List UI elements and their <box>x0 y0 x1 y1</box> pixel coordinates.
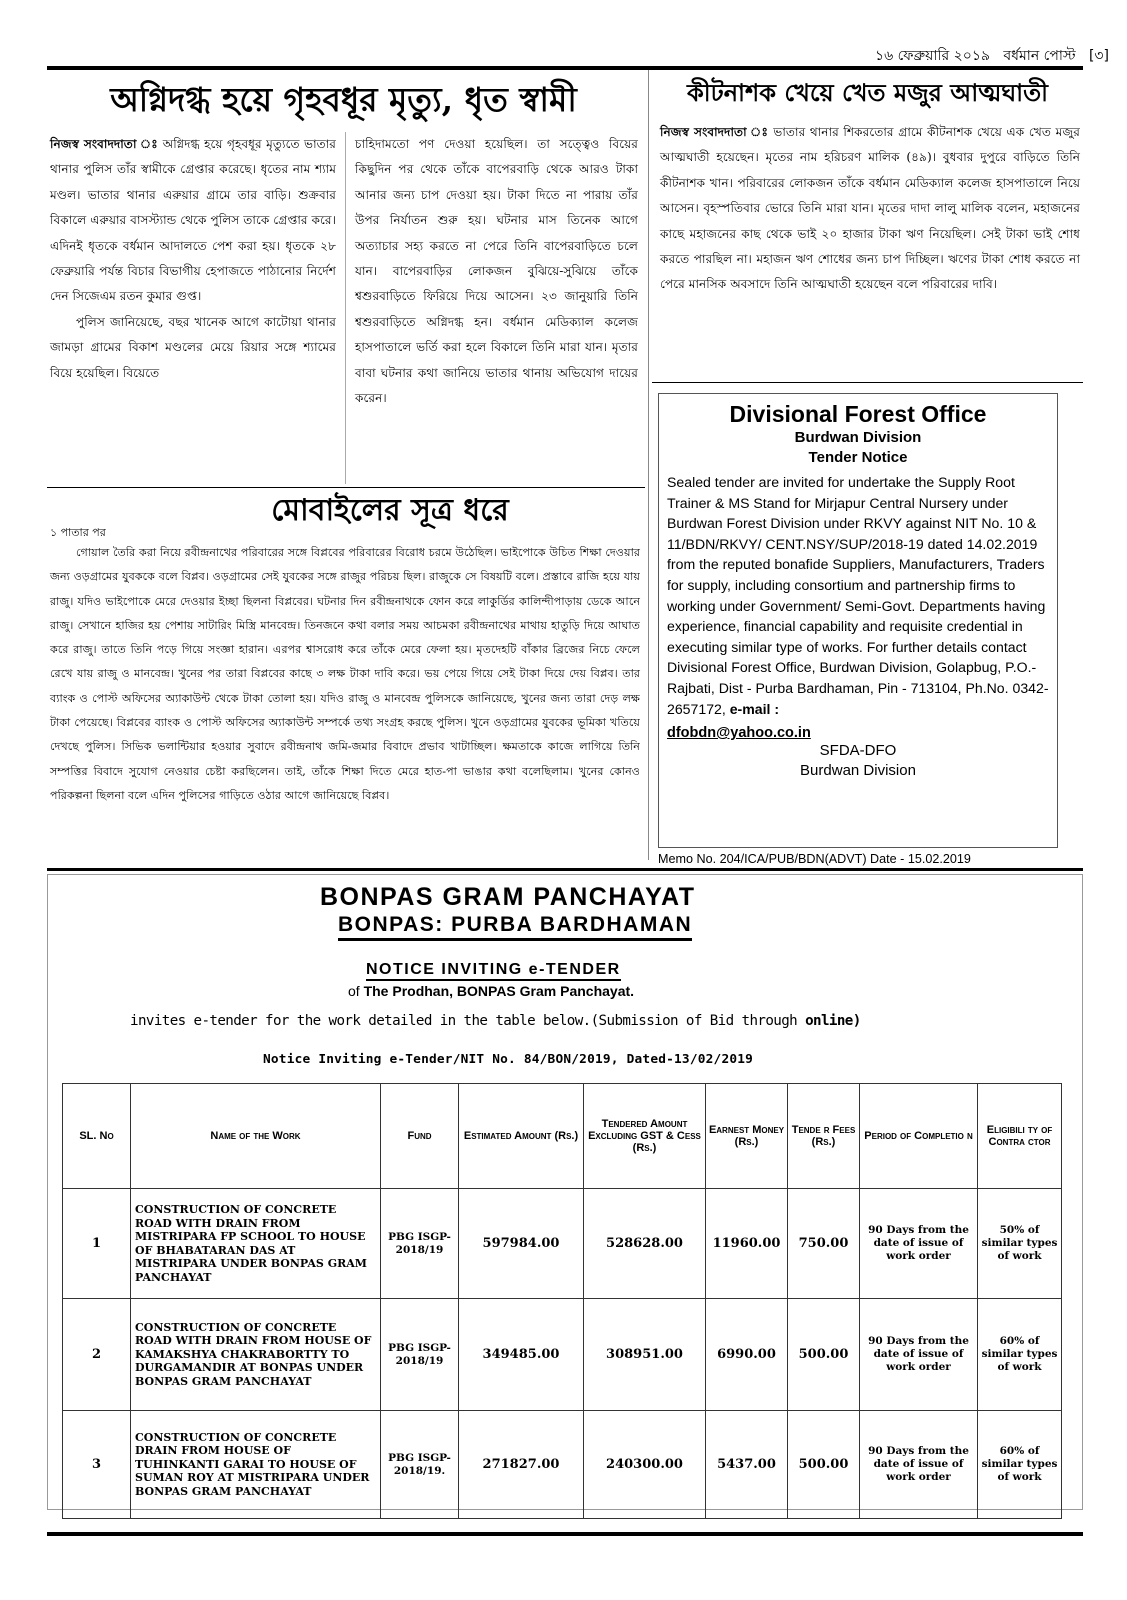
row-estimated: 271827.00 <box>459 1411 584 1519</box>
article3-body: গোয়াল তৈরি করা নিয়ে রবীন্দ্রনাথের পরিবারের সঙ্গে বিপ্লবের পরিবারের বিরোধ চরমে উঠেছিল। ভাইপোকে উচিত শিক্ষা দেওয়ার জন্য ওড়গ্রামের যুবককে বলে বিপ্লব। ওড়গ্রামের সেই যুবকের সঙ্গে রাজুর পরিচয় ছিল। রাজুকে সে বিষয়টি বলে। প্রস্তাবে রাজি হয়ে যায় রাজু। যদিও ভাইপোকে মেরে দেওয়ার ইচ্ছা ছিলনা বিপ্লবের। ঘটনার দিন রবীন্দ্রনাথকে ফোন করে লাকুর্ডির কালিন্দীপাড়ায় ডেকে আনে রাজু। সেখানে হাজির হয় পেশায় সাটারিং মিস্ত্রি মানবেন্দ্র। তিনজনে কথা বলার সময় আচমকা রবীন্দ্রনাথের মাথায় হাতুড়ি দিয়ে আঘাত করে রাজু। তাতে তিনি পড়ে গিয়ে সংজ্ঞা হারান। এরপর শ্বাসরোধ করে তাঁকে মেরে ফেলা হয়। মৃতদেহটি বাঁকার ব্রিজের নিচে ফেলে রেখে যায় রাজু ও মানবেন্দ্র। খুনের পর তারা বিপ্লবের কাছে ৩ লক্ষ টাকা দাবি করে। ভয় পেয়ে গিয়ে সেই টাকা দিয়ে দেয় বিপ্লব। তার ব্যাংক ও পোস্ট অফিসের অ্যাকাউন্ট থেকে টাকা তোলা হয়। যদিও রাজু ও মানবেন্দ্র পুলিসকে জানিয়েছে, খুনের জন্য তারা দেড় লক্ষ টাকা পেয়েছে। বিপ্লবের ব্যাংক ও পোস্ট অফিসের অ্যাকাউন্ট সম্পর্কে তথ্য সংগ্রহ করছে পুলিস। খুনে ওড়গ্রামের যুবকের ভূমিকা খতিয়ে দেখছে পুলিস। সিভিক ভলান্টিয়ার হওয়ার সুবাদে রবীন্দ্রনাথ জমি-জমার বিবাদে প্রভাব খাটাচ্ছিল। ক্ষমতাকে কাজে লাগিয়ে তিনি সম্পত্তির বিবাদে সুযোগ নেওয়ার চেষ্টা করছিলেন। তাই, তাঁকে শিক্ষা দিতে মেরে হাত-পা ভাঙার কথা বলেছিলাম। খুনের কোনও পরিকল্পনা ছিলনা বলে এদিন পুলিসের গাড়িতে ওঠার আগে জানিয়েছে বিপ্লব। <box>50 546 640 802</box>
row-eligibility: 50% of similar types of work <box>978 1189 1062 1299</box>
bonpas-work-table <box>62 1083 1062 1519</box>
bonpas-online: online) <box>805 1013 861 1029</box>
article3-continued: ১ পাতার পর <box>50 526 106 539</box>
header-estimated: Estimated Amount (Rs.) <box>459 1084 584 1189</box>
header-eligibility: Eligibili ty of Contra ctor <box>978 1084 1062 1189</box>
row-sl: 3 <box>63 1411 131 1519</box>
bonpas-invites-line <box>130 1013 861 1029</box>
forest-tender-title: Divisional Forest Office <box>729 401 987 427</box>
bonpas-of-text: The Prodhan, BONPAS Gram Panchayat. <box>363 983 635 999</box>
header-date: ১৬ ফেব্রুয়ারি ২০১৯ <box>874 48 991 64</box>
forest-tender-email-label: e-mail : <box>729 700 780 717</box>
article1-col1-p1: অগ্নিদগ্ধ হয়ে গৃহবধূর মৃত্যুতে ভাতার থানার পুলিস তাঁর স্বামীকে গ্রেপ্তার করেছে। ধৃতের নাম শ্যাম মণ্ডল। ভাতার থানার এরুয়ার গ্রামে তার বাড়ি। শুক্রবার বিকালে এরুয়ার বাসস্ট্যান্ড থেকে পুলিস তাকে গ্রেপ্তার করে। এদিনই ধৃতকে বর্ধমান আদালতে পেশ করা হয়। ধৃতকে ২৮ ফেব্রুয়ারি পর্যন্ত বিচার বিভাগীয় হেপাজতে পাঠানোর নির্দেশ দেন সিজেএম রতন কুমার গুপ্ত। <box>50 137 336 304</box>
top-rule <box>47 66 1083 70</box>
article1-col1-p2: পুলিস জানিয়েছে, বছর খানেক আগে কাটোয়া থানার জামড়া গ্রামের বিকাশ মণ্ডলের মেয়ে রিয়ার সঙ্গে শ্যামের বিয়ে হয়েছিল। বিয়েতে <box>50 314 336 380</box>
table-row <box>63 1299 1062 1411</box>
bonpas-tender-notice <box>47 874 1083 1510</box>
row-fund: PBG ISGP-2018/19 <box>381 1189 459 1299</box>
article2-rule <box>652 382 1083 383</box>
row-period: 90 Days from the date of issue of work order <box>860 1299 978 1411</box>
bonpas-notice-heading: NOTICE INVITING e-TENDER <box>366 961 621 981</box>
row-eligibility: 60% of similar types of work <box>978 1411 1062 1519</box>
article1-col2: চাহিদামতো পণ দেওয়া হয়েছিল। তা সত্ত্বেও বিয়ের কিছুদিন পর থেকে তাঁকে বাপেরবাড়ি থেকে আরও টাকা আনার জন্য চাপ দেওয়া হয়। টাকা দিতে না পারায় তাঁর উপর নির্যাতন শুরু হয়। ঘটনার মাস তিনেক আগে অত্যাচার সহ্য করতে না পেরে তিনি বাপেরবাড়িতে চলে যান। বাপেরবাড়ির লোকজন বুঝিয়ে-সুঝিয়ে তাঁকে শ্বশুরবাড়িতে ফিরিয়ে দিয়ে আসেন। ২৩ জানুয়ারি তিনি শ্বশুরবাড়িতে অগ্নিদগ্ধ হন। বর্ধমান মেডিক্যাল কলেজ হাসপাতালে ভর্তি করা হলে বিকালে তিনি মারা যান। মৃতার বাবা ঘটনার কথা জানিয়ে ভাতার থানায় অভিযোগ দায়ের করেন। <box>355 137 638 406</box>
forest-tender-notice <box>658 393 1058 848</box>
bottom-rule <box>47 1532 1083 1536</box>
table-row <box>63 1189 1062 1299</box>
header-period: Period of Completio n <box>860 1084 978 1189</box>
bonpas-of-line <box>348 983 634 999</box>
article2-text: ভাতার থানার শিকরতোর গ্রামে কীটনাশক খেয়ে এক খেত মজুর আত্মঘাতী হয়েছেন। মৃতের নাম হরিচরণ মালিক (৪৯)। বুধবার দুপুরে বাড়িতে তিনি কীটনাশক খান। পরিবারের লোকজন তাঁকে বর্ধমান মেডিক্যাল কলেজ হাসপাতালে নিয়ে আসেন। বৃহস্পতিবার ভোরে তিনি মারা যান। মৃতের দাদা লালু মালিক বলেন, মহাজনের কাছে মহাজনের কাছ থেকে ভাই ২০ হাজার টাকা ঋণ নিয়েছিল। সেই টাকা ভাই শোধ করতে পারছিল না। মহাজন ঋণ শোধের জন্য চাপ দিচ্ছিল। ঋণের টাকা শোধ করতে না পেরে মানসিক অবসাদে তিনি আত্মঘাতী হয়েছেন বলে পরিবারের দাবি। <box>660 125 1080 292</box>
bonpas-invites-text: invites e-tender for the work detailed in the table below.(Submission of Bid through <box>130 1013 798 1029</box>
row-earnest: 6990.00 <box>706 1299 788 1411</box>
row-fees: 500.00 <box>788 1411 860 1519</box>
article1-col1 <box>50 132 336 386</box>
page-header <box>875 44 1109 68</box>
row-estimated: 597984.00 <box>459 1189 584 1299</box>
row-period: 90 Days from the date of issue of work order <box>860 1189 978 1299</box>
row-work: CONSTRUCTION OF CONCRETE DRAIN FROM HOUSE OF TUHINKANTI GARAI TO HOUSE OF SUMAN ROY AT MISTRIPARA UNDER BONPAS GRAM PANCHAYAT <box>131 1411 381 1519</box>
row-fund: PBG ISGP-2018/19. <box>381 1411 459 1519</box>
bonpas-title: BONPAS GRAM PANCHAYAT <box>320 883 696 911</box>
row-sl: 1 <box>63 1189 131 1299</box>
row-work: CONSTRUCTION OF CONCRETE ROAD WITH DRAIN FROM HOUSE OF KAMAKSHYA CHAKRABORTTY TO DURGAMANDIR AT BONPAS UNDER BONPAS GRAM PANCHAYAT <box>131 1299 381 1411</box>
bonpas-top-rule <box>47 868 1083 871</box>
row-work: CONSTRUCTION OF CONCRETE ROAD WITH DRAIN FROM MISTRIPARA FP SCHOOL TO HOUSE OF BHABATARAN DAS AT MISTRIPARA UNDER BONPAS GRAM PANCHAYAT <box>131 1189 381 1299</box>
forest-tender-memo: Memo No. 204/ICA/PUB/BDN(ADVT) Date - 15.02.2019 <box>658 852 971 866</box>
table-header-row <box>63 1084 1062 1189</box>
bonpas-nit-line: Notice Inviting e-Tender/NIT No. 84/BON/2019, Dated-13/02/2019 <box>263 1052 754 1067</box>
article2-body <box>660 120 1080 298</box>
row-sl: 2 <box>63 1299 131 1411</box>
bonpas-of-prefix: of <box>348 983 360 999</box>
row-fund: PBG ISGP-2018/19 <box>381 1299 459 1411</box>
header-paper-name: বর্ধমান পোস্ট <box>1003 48 1076 64</box>
header-sl: SL. No <box>63 1084 131 1189</box>
forest-tender-sign1: SFDA-DFO <box>819 742 897 760</box>
header-tendered: Tendered Amount Excluding GST & Cess (Rs.) <box>584 1084 706 1189</box>
article1-byline: নিজস্ব সংবাদদাতা ঃ <box>50 137 159 151</box>
forest-tender-body <box>667 472 1049 719</box>
row-tendered: 528628.00 <box>584 1189 706 1299</box>
row-estimated: 349485.00 <box>459 1299 584 1411</box>
article-divider <box>47 487 645 488</box>
row-tendered: 308951.00 <box>584 1299 706 1411</box>
forest-tender-text: Sealed tender are invited for undertake the Supply Root Trainer & MS Stand for Mirjapur Central Nursery under Burdwan Forest Division under RKVY against NIT No. 10 & 11/BDN/RKVY/ CENT.NSY/SUP/2018-19 dated 14.02.2019 from the reputed bonafide Suppliers, Manufacturers, Traders for supply, including consortium and partnership firms to working under Government/ Semi-Govt. Departments having experience, financial capability and requisite credential in executing similar type of works. For further details contact Divisional Forest Office, Burdwan Division, Golapbug, P.O.- Rajbati, Dist - Purba Bardhaman, Pin - 713104, Ph.No. 0342-2657172, <box>667 474 1049 717</box>
article3-headline: মোবাইলের সূত্র ধরে <box>271 493 509 528</box>
forest-tender-division: Burdwan Division <box>794 429 922 446</box>
header-fees: Tende r Fees (Rs.) <box>788 1084 860 1189</box>
row-fees: 500.00 <box>788 1299 860 1411</box>
header-fund: Fund <box>381 1084 459 1189</box>
forest-tender-subtitle: Tender Notice <box>808 449 908 466</box>
article2-headline: কীটনাশক খেয়ে খেত মজুর আত্মঘাতী <box>687 78 1048 107</box>
article1-headline: অগ্নিদগ্ধ হয়ে গৃহবধূর মৃত্যু, ধৃত স্বামী <box>110 80 577 119</box>
row-eligibility: 60% of similar types of work <box>978 1299 1062 1411</box>
article2-byline: নিজস্ব সংবাদদাতা ঃ <box>660 125 769 139</box>
row-period: 90 Days from the date of issue of work order <box>860 1411 978 1519</box>
row-fees: 750.00 <box>788 1189 860 1299</box>
row-earnest: 11960.00 <box>706 1189 788 1299</box>
header-page-number: [৩] <box>1088 48 1109 64</box>
row-tendered: 240300.00 <box>584 1411 706 1519</box>
header-work: Name of the Work <box>131 1084 381 1189</box>
column-divider <box>345 132 346 484</box>
forest-tender-email[interactable]: dfobdn@yahoo.co.in <box>667 725 811 742</box>
table-row <box>63 1411 1062 1519</box>
bonpas-subtitle: BONPAS: PURBA BARDHAMAN <box>338 913 692 941</box>
main-column-divider <box>648 70 649 860</box>
forest-tender-sign2: Burdwan Division <box>800 762 916 780</box>
header-earnest: Earnest Money (Rs.) <box>706 1084 788 1189</box>
row-earnest: 5437.00 <box>706 1411 788 1519</box>
